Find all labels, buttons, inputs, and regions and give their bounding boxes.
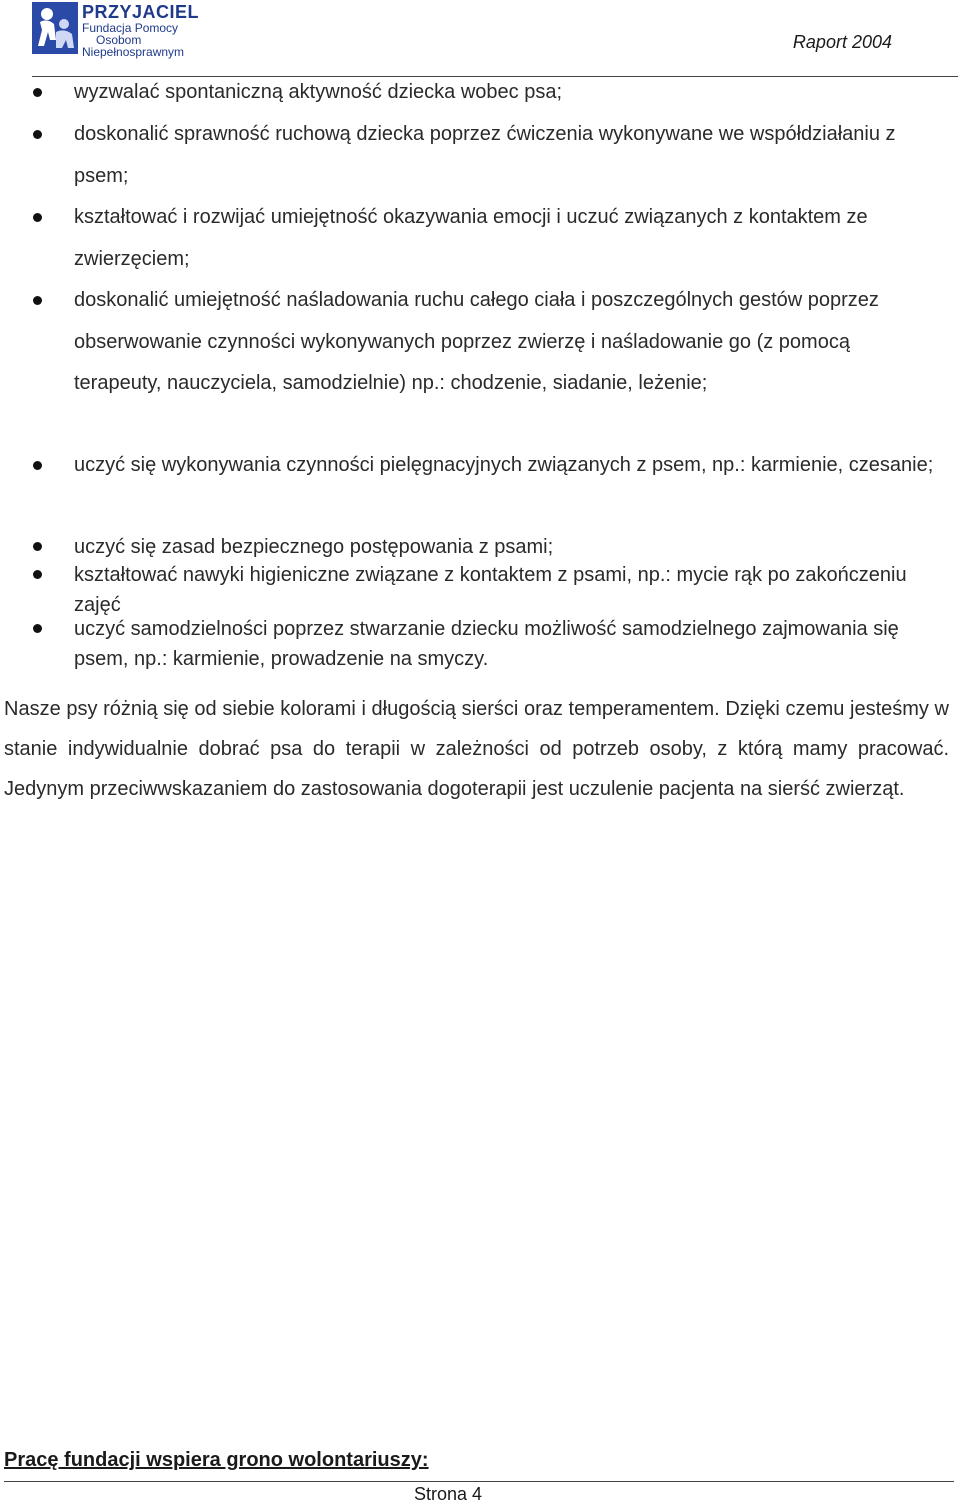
foundation-logo [32,2,200,59]
list-item-text: doskonalić umiejętność naśladowania ruchu całego ciała i poszczególnych gestów poprzez obserwowanie czynności wykonywanych poprzez zwierzę i naśladowanie go (z pomocą terapeuty, nauczyciela, samodzielnie) np.: chodzenie, siadanie, leżenie; [74,289,879,394]
bullet-icon [33,570,42,579]
page-number: Strona 4 [413,1484,483,1504]
logo-line-1: Fundacja Pomocy [82,21,179,35]
bullet-icon [33,88,42,97]
list-item-text: uczyć samodzielności poprzez stwarzanie dziecku możliwość samodzielnego zajmowania się psem, np.: karmienie, prowadzenie na smyczy. [74,618,899,670]
body-paragraph: Nasze psy różnią się od siebie kolorami i długością sierści oraz temperamentem. Dzięki czemu jesteśmy w stanie indywidualnie dobrać psa do terapii w zależności od potrzeb osoby, z którą mamy pracować. Jedynym przeciwwskazaniem do zastosowania dogoterapii jest uczulenie pacjenta na sierść zwierząt. [4,698,949,800]
bullet-icon [33,296,42,305]
logo-line-3: Niepełnosprawnym [82,45,185,59]
list-item-text: doskonalić sprawność ruchową dziecka poprzez ćwiczenia wykonywane we współdziałaniu z psem; [74,123,896,187]
logo-line-2: Osobom [96,33,142,47]
footer-divider [4,1481,954,1482]
bullet-icon [33,542,42,551]
volunteers-heading: Pracę fundacji wspiera grono wolontariuszy: [4,1449,429,1471]
list-item-text: kształtować i rozwijać umiejętność okazywania emocji i uczuć związanych z kontaktem ze zwierzęciem; [74,206,868,270]
bullet-icon [33,461,42,470]
logo-name: PRZYJACIEL [82,2,200,22]
bullet-icon [33,130,42,139]
list-item-text: kształtować nawyki higieniczne związane z kontaktem z psami, np.: mycie rąk po zakończeniu zajęć [74,564,907,616]
bullet-icon [33,213,42,222]
logo-figures-icon [32,2,78,54]
list-item-text: wyzwalać spontaniczną aktywność dziecka wobec psa; [74,81,563,103]
list-item-text: uczyć się wykonywania czynności pielęgnacyjnych związanych z psem, np.: karmienie, czesanie; [74,454,934,476]
list-item-text: uczyć się zasad bezpiecznego postępowania z psami; [74,536,554,558]
bullet-icon [33,624,42,633]
report-title: Raport 2004 [792,32,892,52]
page-header [0,0,960,80]
